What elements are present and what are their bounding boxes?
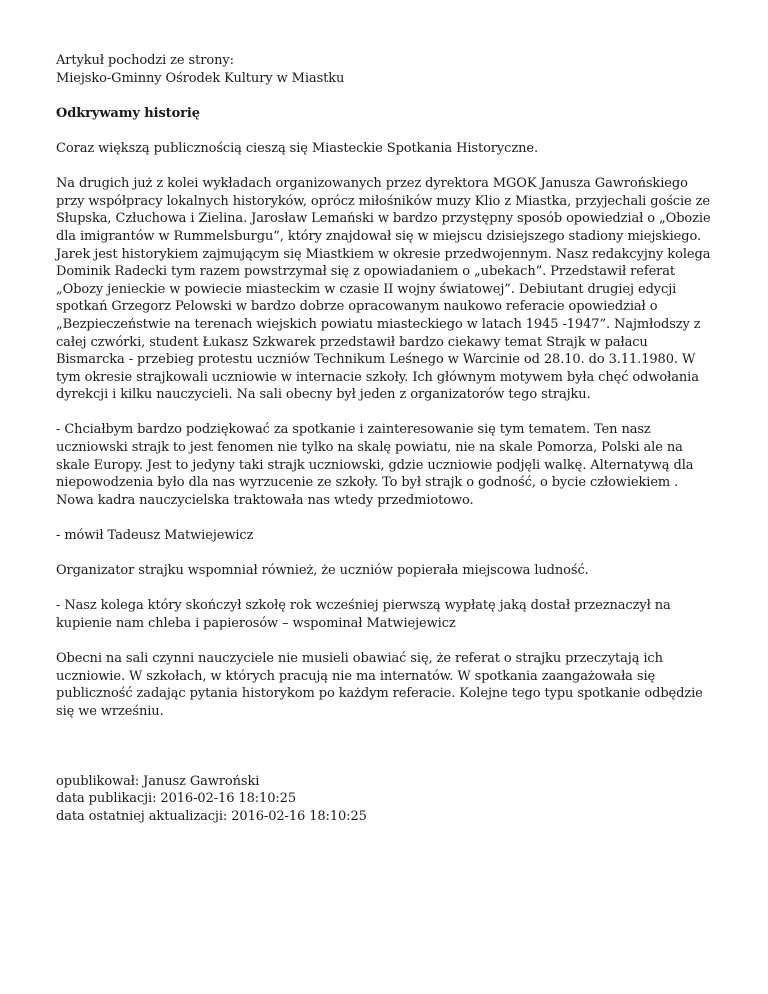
- text-line: - Chciałbym bardzo podziękować za spotkanie i zainteresowanie się tym tematem. Ten nasz: [56, 422, 651, 438]
- attribution-1: - mówił Tadeusz Matwiejewicz: [56, 528, 254, 544]
- source-label: Artykuł pochodzi ze strony:: [56, 53, 234, 68]
- text-line: Nowa kadra nauczycielska traktowała nas wtedy przedmiotowo.: [56, 492, 474, 508]
- text-line: spotkań Grzegorz Pelowski w bardzo dobrze opracowanym naukowo referacie opowiedział o: [56, 299, 658, 315]
- text-line: Jarek jest historykiem zajmującym się Miastkiem w okresie przedwojennym. Nasz redakcyjny kolega: [56, 246, 711, 262]
- text-line: całej czwórki, student Łukasz Szkwarek przedstawił bardzo ciekawy temat Strajk w pałacu: [56, 334, 648, 350]
- text-line: skale Europy. Jest to jedyny taki strajk uczniowski, gdzie uczniowie podjęli walkę. Alternatywą dla: [56, 457, 694, 473]
- text-line: Obecni na sali czynni nauczyciele nie musieli obawiać się, że referat o strajku przeczytają ich: [56, 651, 663, 667]
- text-line: Dominik Radecki tym razem powstrzymał się z opowiadaniem o „ubekach”. Przedstawił referat: [56, 264, 676, 280]
- article-title: Odkrywamy historię: [56, 105, 200, 121]
- paragraph-1: [56, 175, 724, 404]
- text-line: tym okresie strajkowali uczniowie w internacie szkoły. Ich głównym motywem była chęć odwołania: [56, 369, 699, 385]
- quote-1: [56, 421, 724, 509]
- quote-2: [56, 597, 724, 632]
- text-line: Bismarcka - przebieg protestu uczniów Technikum Leśnego w Warcinie od 28.10. do 3.11.1980. W: [56, 352, 696, 368]
- text-line: „Obozy jenieckie w powiecie miasteckim w czasie II wojny światowej”. Debiutant drugiej edycji: [56, 281, 677, 297]
- published-date: data publikacji: 2016-02-16 18:10:25: [56, 791, 296, 807]
- source-name: Miejsko-Gminny Ośrodek Kultury w Miastku: [56, 70, 345, 86]
- text-line: niepowodzenia było dla nas wyrzucenie ze szkoły. To był strajk o godność, o bycie człowiekiem .: [56, 475, 679, 491]
- document-page: [56, 52, 724, 825]
- text-line: kupienie nam chleba i papierosów – wspominał Matwiejewicz: [56, 616, 456, 631]
- text-line: uczniowski strajk to jest fenomen nie tylko na skalę powiatu, nie na skale Pomorza, Polski ale na: [56, 440, 683, 456]
- text-line: Na drugich już z kolei wykładach organizowanych przez dyrektora MGOK Janusza Gawrońskiego: [56, 176, 688, 192]
- text-line: Słupska, Człuchowa i Zielina. Jarosław Lemański w bardzo przystępny sposób opowiedział o „Obozie: [56, 211, 711, 227]
- publication-footer: [56, 773, 724, 826]
- text-line: „Bezpieczeństwie na terenach wiejskich powiatu miasteckiego w latach 1945 -1947”. Najmłodszy z: [56, 316, 701, 332]
- text-line: uczniowie. W szkołach, w których pracują nie ma internatów. W spotkania zaangażowała się: [56, 668, 656, 684]
- text-line: się we wrześniu.: [56, 703, 164, 719]
- text-line: przy współpracy lokalnych historyków, oprócz miłośników muzy Klio z Miastka, przyjechali goście ze: [56, 193, 710, 209]
- published-by: opublikował: Janusz Gawroński: [56, 773, 260, 789]
- text-line: dyrekcji i kilku nauczycieli. Na sali obecny był jeden z organizatorów tego strajku.: [56, 387, 591, 403]
- text-line: dla imigrantów w Rummelsburgu”, który znajdował się w miejscu dzisiejszego stadiony miejskiego.: [56, 228, 702, 244]
- paragraph-2: Organizator strajku wspomniał również, że uczniów popierała miejscowa ludność.: [56, 563, 589, 579]
- source-info: [56, 52, 724, 87]
- article-lead: Coraz większą publicznością cieszą się Miasteckie Spotkania Historyczne.: [56, 140, 538, 156]
- paragraph-3: [56, 650, 724, 720]
- text-line: publiczność zadając pytania historykom po każdym referacie. Kolejne tego typu spotkanie odbędzie: [56, 686, 703, 702]
- updated-date: data ostatniej aktualizacji: 2016-02-16 18:10:25: [56, 808, 367, 824]
- text-line: - Nasz kolega który skończył szkołę rok wcześniej pierwszą wypłatę jaką dostał przeznaczył na: [56, 598, 671, 614]
